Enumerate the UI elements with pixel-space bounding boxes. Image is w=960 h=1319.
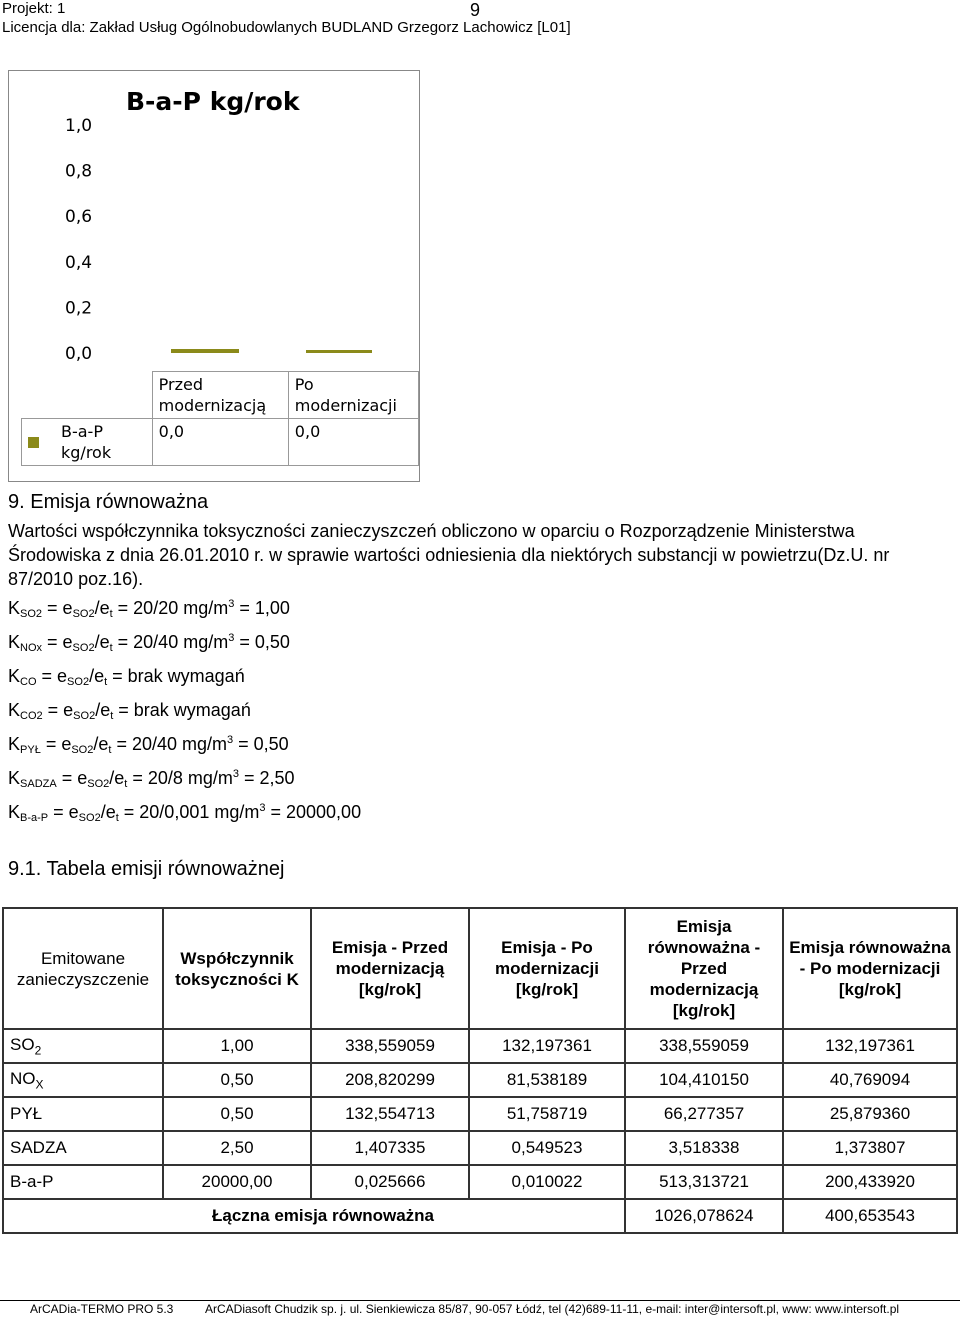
table-row: [3, 1063, 957, 1097]
row-eq-after: 1,373807: [783, 1131, 957, 1165]
row-k: 0,50: [163, 1063, 311, 1097]
row-before: 1,407335: [311, 1131, 469, 1165]
row-after: 51,758719: [469, 1097, 625, 1131]
header-k: Współczynnik toksyczności K: [163, 908, 311, 1029]
y-tick-label: 1,0: [65, 116, 93, 136]
legend-swatch: [28, 437, 39, 448]
y-tick-label: 0,6: [65, 207, 93, 228]
header-eq-after: Emisja równoważna - Po modernizacji [kg/rok]: [783, 908, 957, 1029]
license-text: Licencja dla: Zakład Usług Ogólnobudowlanych BUDLAND Grzegorz Lachowicz [L01]: [2, 19, 571, 36]
legend-col-2: Po modernizacji: [288, 372, 418, 419]
table-row: [3, 1131, 957, 1165]
row-pollutant: $NO_X$: [3, 1063, 163, 1097]
equation-line: $K_{B-a-P} = e_{SO2}/e_t = 20/0,001$ $mg/m^3 = 20000,00$: [8, 802, 362, 824]
section-title: 9. Emisja równoważna: [8, 491, 209, 513]
footer-company: ArCADiasoft Chudzik sp. j. ul. Sienkiewicza 85/87, 90-057 Łódź, tel (42)689-11-11, e-mail: inter@intersoft.pl, www: www.intersoft.pl: [205, 1302, 900, 1316]
row-before: 338,559059: [311, 1029, 469, 1063]
table-title: 9.1. Tabela emisji równoważnej: [8, 858, 285, 880]
row-pollutant: PYŁ: [3, 1097, 163, 1131]
row-eq-after: 25,879360: [783, 1097, 957, 1131]
emission-table: [2, 907, 958, 1234]
row-after: 81,538189: [469, 1063, 625, 1097]
y-tick-label: 0,2: [65, 298, 93, 319]
page-number: 9: [470, 0, 481, 20]
legend-col-1: Przed modernizacją: [152, 372, 288, 419]
row-eq-before: 338,559059: [625, 1029, 783, 1063]
y-tick-label: 0,4: [65, 252, 93, 273]
equation-line: $K_{NOx} = e_{SO2}/e_t = 20/40$ $mg/m^3 = 0,50$: [8, 632, 290, 654]
row-k: 2,50: [163, 1131, 311, 1165]
table-row: [3, 1029, 957, 1063]
row-before: 208,820299: [311, 1063, 469, 1097]
y-tick-label: 0,8: [65, 161, 93, 182]
row-before: 0,025666: [311, 1165, 469, 1199]
total-eq-after: 400,653543: [783, 1199, 957, 1233]
footer-divider: [0, 1300, 960, 1301]
row-eq-after: 40,769094: [783, 1063, 957, 1097]
row-eq-before: 66,277357: [625, 1097, 783, 1131]
equation-line: $K_{SO2} = e_{SO2}/e_t = 20/20$ $mg/m^3 = 1,00$: [8, 598, 290, 620]
footer-program: ArCADia-TERMO PRO 5.3: [30, 1302, 174, 1316]
header-pollutant: Emitowane zanieczyszczenie: [3, 908, 163, 1029]
legend-value-1: 0,0: [152, 419, 288, 466]
legend-value-2: 0,0: [288, 419, 418, 466]
row-eq-before: 104,410150: [625, 1063, 783, 1097]
row-after: 0,010022: [469, 1165, 625, 1199]
y-tick-label: 0,0: [65, 344, 93, 364]
row-k: 0,50: [163, 1097, 311, 1131]
chart-plot: [9, 71, 417, 371]
header-before: Emisja - Przed modernizacją [kg/rok]: [311, 908, 469, 1029]
chart-panel: [8, 70, 420, 482]
bar: [306, 350, 372, 353]
bar: [171, 349, 239, 353]
row-eq-after: 132,197361: [783, 1029, 957, 1063]
equation-line: $K_{PYŁ} = e_{SO2}/e_t = 20/40$ $mg/m^3 = 0,50$: [8, 734, 289, 756]
row-pollutant: B-a-P: [3, 1165, 163, 1199]
legend-series-label: B-a-P kg/rok: [22, 419, 153, 466]
row-k: 1,00: [163, 1029, 311, 1063]
row-eq-before: 513,313721: [625, 1165, 783, 1199]
header-after: Emisja - Po modernizacji [kg/rok]: [469, 908, 625, 1029]
row-after: 132,197361: [469, 1029, 625, 1063]
chart-legend-table: [21, 371, 419, 466]
table-row: [3, 1165, 957, 1199]
row-after: 0,549523: [469, 1131, 625, 1165]
table-row: [3, 1097, 957, 1131]
total-eq-before: 1026,078624: [625, 1199, 783, 1233]
row-before: 132,554713: [311, 1097, 469, 1131]
row-k: 20000,00: [163, 1165, 311, 1199]
equation-line: $K_{SADZA} = e_{SO2}/e_t = 20/8$ $mg/m^3 = 2,50$: [8, 768, 295, 790]
row-pollutant: $SO_2$: [3, 1029, 163, 1063]
section-paragraph: Wartości współczynnika toksyczności zanieczyszczeń obliczono w oparciu o Rozporządzenie Ministerstwa Środowiska z dnia 26.01.2010 r. w sprawie wartości odniesienia dla niektórych substancji w powietrzu(Dz.U. nr 87/2010 poz.16).: [8, 521, 890, 589]
chart-title: B-a-P kg/rok: [126, 87, 300, 116]
row-eq-after: 200,433920: [783, 1165, 957, 1199]
row-eq-before: 3,518338: [625, 1131, 783, 1165]
equation-line: $K_{CO2} = e_{SO2}/e_t$ = brak wymagań: [8, 700, 251, 722]
equation-line: $K_{CO} = e_{SO2}/e_t$ = brak wymagań: [8, 666, 245, 688]
header-eq-before: Emisja równoważna - Przed modernizacją [kg/rok]: [625, 908, 783, 1029]
row-pollutant: SADZA: [3, 1131, 163, 1165]
project-label: Projekt: 1: [2, 0, 66, 17]
total-label: Łączna emisja równoważna: [3, 1199, 625, 1233]
